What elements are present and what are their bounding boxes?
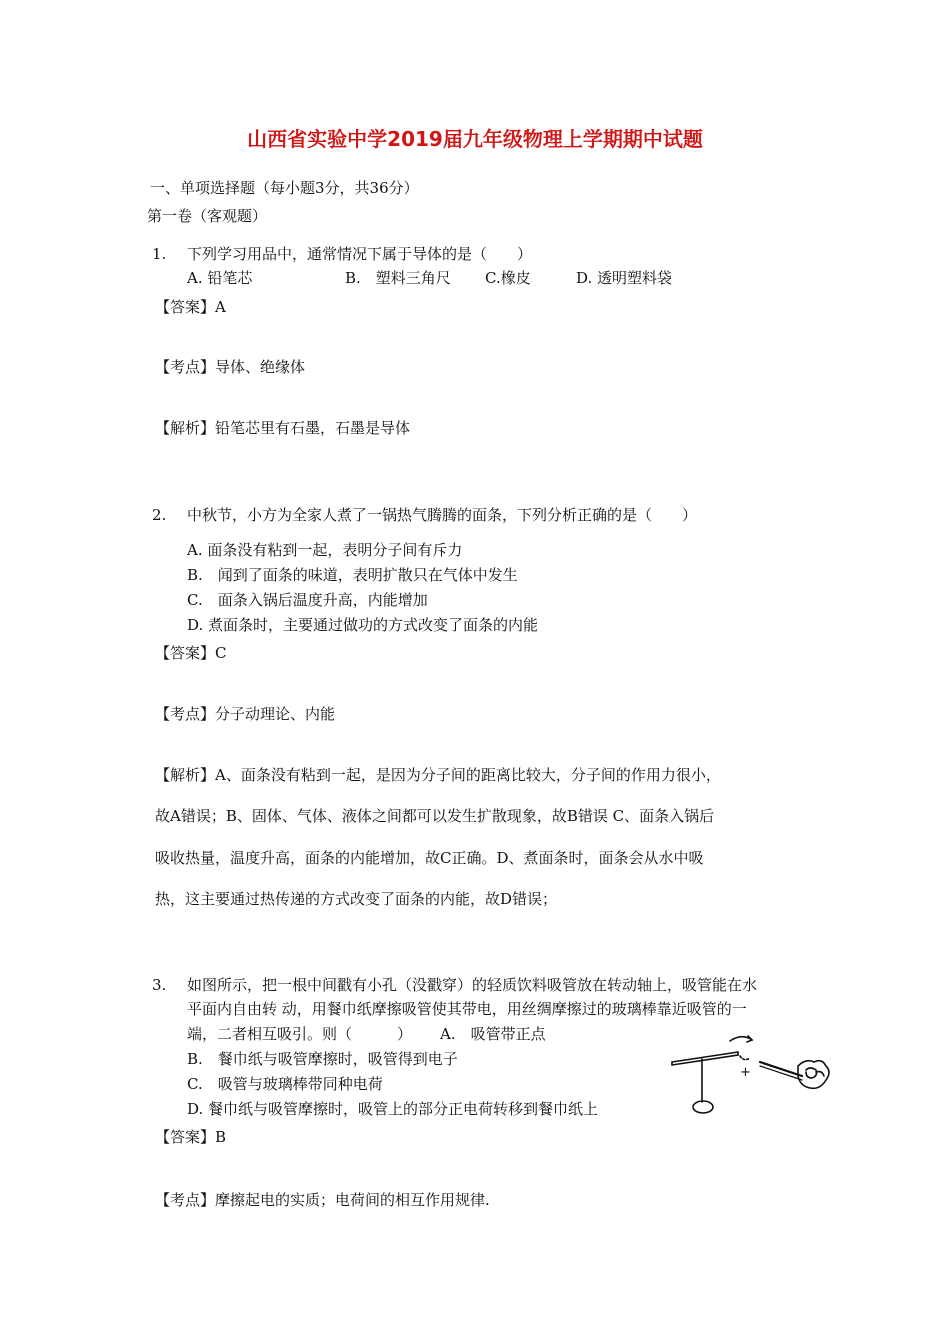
straw xyxy=(672,1052,738,1065)
q1-option-c: C.橡皮 xyxy=(485,269,531,287)
q2-option-d: D. 煮面条时，主要通过做功的方式改变了面条的内能 xyxy=(187,616,539,634)
section-heading: 一、单项选择题（每小题3分，共36分） xyxy=(150,179,419,197)
q3-option-c: C. 吸管与玻璃棒带同种电荷 xyxy=(187,1075,383,1093)
q2-analysis-line-3: 吸收热量，温度升高，面条的内能增加，故C正确。D、煮面条时，面条会从水中吸 xyxy=(155,849,704,867)
volume-label: 第一卷（客观题） xyxy=(147,207,268,225)
glass-rod xyxy=(760,1062,802,1076)
q3-option-b: B. 餐巾纸与吸管摩擦时，吸管得到电子 xyxy=(187,1050,458,1068)
q1-point: 【考点】导体、绝缘体 xyxy=(155,358,306,376)
pivot-base xyxy=(693,1101,713,1113)
q3-stem-line-1: 如图所示，把一根中间戳有小孔（没戳穿）的轻质饮料吸管放在转动轴上，吸管能在水 xyxy=(187,976,758,994)
q2-analysis-line-4: 热，这主要通过热传递的方式改变了面条的内能，故D错误； xyxy=(155,890,558,908)
q2-analysis-line-1: 【解析】A、面条没有粘到一起，是因为分子间的距离比较大，分子间的作用力很小， xyxy=(155,766,721,784)
q1-option-d: D. 透明塑料袋 xyxy=(576,269,673,287)
q1-stem: 下列学习用品中，通常情况下属于导体的是（ ） xyxy=(187,245,533,263)
q1-option-a: A. 铅笔芯 xyxy=(187,269,253,287)
q3-stem-line-2: 平面内自由转 动，用餐巾纸摩擦吸管使其带电，用丝绸摩擦过的玻璃棒靠近吸管的一 xyxy=(187,1000,747,1018)
q1-number: 1. xyxy=(152,245,167,263)
page-title: 山西省实验中学2019届九年级物理上学期期中试题 xyxy=(247,127,703,151)
q3-answer: 【答案】B xyxy=(155,1128,227,1146)
q3-point: 【考点】摩擦起电的实质；电荷间的相互作用规律. xyxy=(155,1191,490,1209)
q2-analysis-line-2: 故A错误；B、固体、气体、液体之间都可以发生扩散现象，故B错误 C、面条入锅后 xyxy=(155,807,715,825)
q3-stem-line-3: 端，二者相互吸引。则（ ） xyxy=(187,1025,413,1043)
q1-answer: 【答案】A xyxy=(155,298,226,316)
svg-text:+: + xyxy=(740,1065,751,1080)
straw-pivot-figure xyxy=(660,1028,840,1123)
q2-option-a: A. 面条没有粘到一起，表明分子间有斥力 xyxy=(187,541,463,559)
q2-option-c: C. 面条入锅后温度升高，内能增加 xyxy=(187,591,428,609)
q1-analysis: 【解析】铅笔芯里有石墨，石墨是导体 xyxy=(155,419,411,437)
q2-option-b: B. 闻到了面条的味道，表明扩散只在气体中发生 xyxy=(187,566,518,584)
q2-point: 【考点】分子动理论、内能 xyxy=(155,705,336,723)
q2-stem: 中秋节，小方为全家人煮了一锅热气腾腾的面条，下列分析正确的是（ ） xyxy=(187,506,698,524)
q3-option-a: A. 吸管带正点 xyxy=(440,1025,546,1043)
q2-answer: 【答案】C xyxy=(155,644,227,662)
hand xyxy=(798,1061,829,1089)
q1-option-b: B. 塑料三角尺 xyxy=(345,269,451,287)
q2-number: 2. xyxy=(152,506,167,524)
q3-number: 3. xyxy=(152,976,167,994)
q3-option-d: D. 餐巾纸与吸管摩擦时，吸管上的部分正电荷转移到餐巾纸上 xyxy=(187,1100,599,1118)
